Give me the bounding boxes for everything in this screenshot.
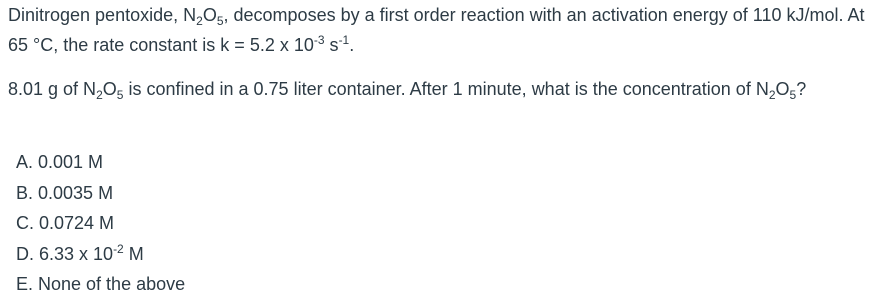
prompt-subscript-o-2: 5	[789, 88, 797, 102]
intro-text-4: s	[324, 35, 339, 55]
unit-exponent: -1	[338, 33, 350, 47]
question-prompt	[8, 74, 868, 104]
prompt-subscript-n: 2	[96, 88, 103, 102]
prompt-text-2: O	[102, 79, 117, 99]
prompt-text-3: is confined in a 0.75 liter container. After 1 minute, what is the concentration of N	[123, 79, 769, 99]
answer-options	[16, 147, 185, 300]
rate-exponent: -3	[313, 33, 325, 47]
prompt-subscript-o: 5	[116, 88, 124, 102]
question-intro	[8, 0, 868, 60]
option-b[interactable]: B. 0.0035 M	[16, 182, 114, 203]
intro-text-5: .	[349, 35, 355, 55]
option-d-exponent: -2	[113, 241, 124, 256]
prompt-text-1: 8.01 g of N	[8, 79, 97, 99]
option-d-text: D. 6.33 x 10	[16, 243, 114, 264]
option-d[interactable]	[16, 239, 185, 270]
option-c[interactable]: C. 0.0724 M	[16, 213, 115, 233]
intro-subscript-n: 2	[196, 14, 203, 28]
intro-text-1: Dinitrogen pentoxide, N	[8, 5, 197, 25]
intro-text-3: , decomposes by a first order reaction with an activation energy of 110 kJ/mol. At 65 °C, the rate constant is k = 5.2 x 10	[8, 5, 865, 55]
prompt-text-4: O	[775, 79, 790, 99]
intro-subscript-o: 5	[216, 14, 224, 28]
option-d-unit: M	[123, 243, 144, 264]
prompt-text-5: ?	[796, 79, 807, 99]
prompt-subscript-n-2: 2	[768, 88, 776, 102]
option-a[interactable]: A. 0.001 M	[16, 152, 104, 172]
intro-text-2: O	[202, 5, 217, 25]
option-e[interactable]: E. None of the above	[16, 274, 186, 294]
